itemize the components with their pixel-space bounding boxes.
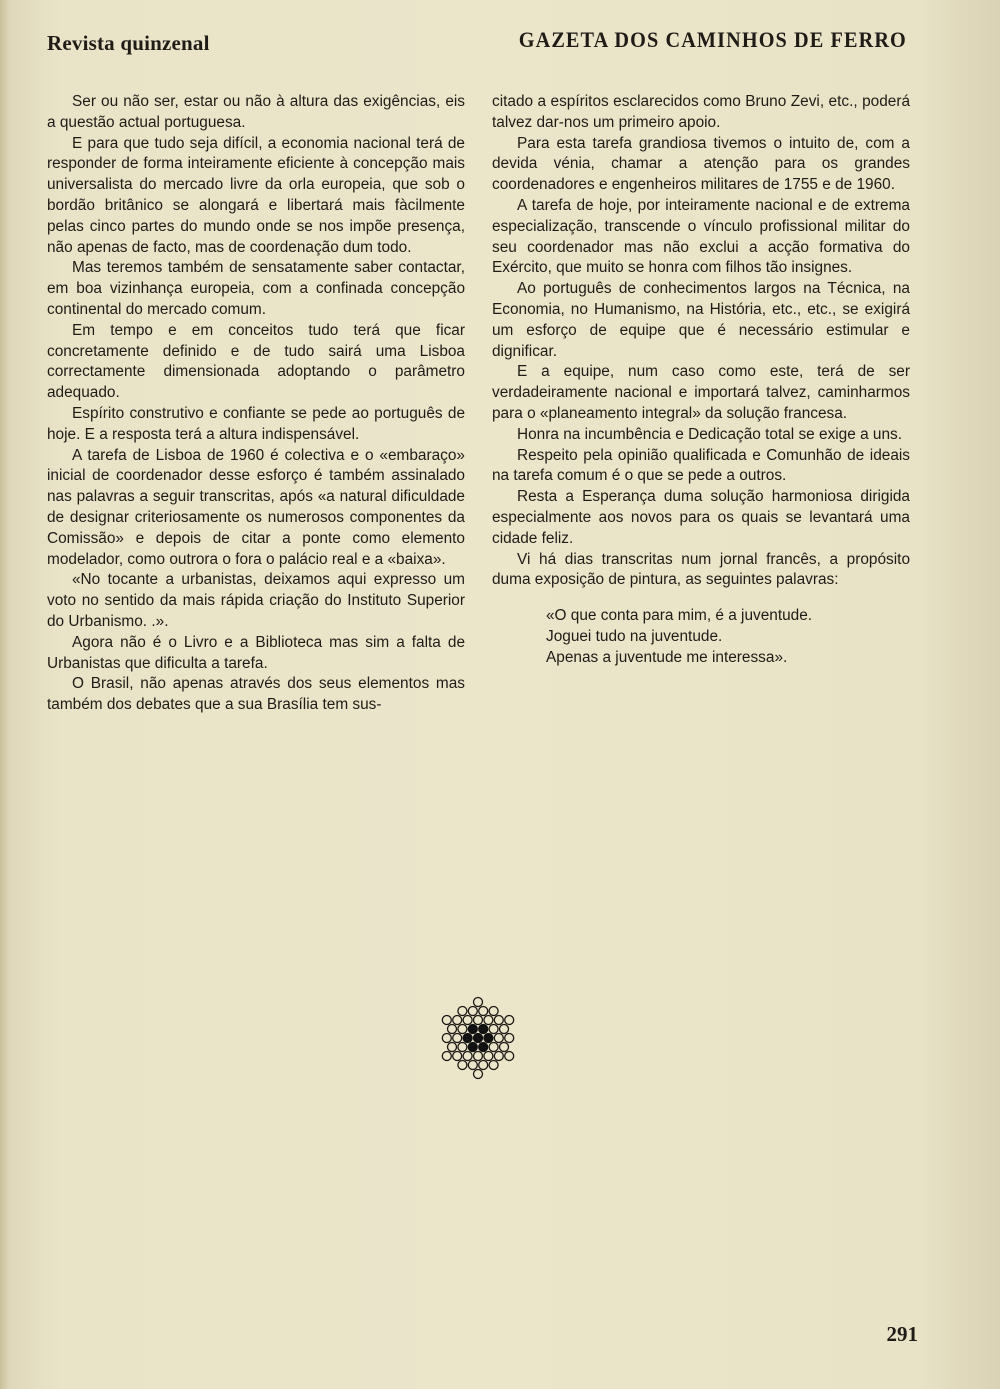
paragraph: Mas teremos também de sensatamente saber contactar, em boa vizinhança europeia, com a confinada concepção continental do mercado comum. — [47, 259, 465, 318]
paragraph: Agora não é o Livro e a Biblioteca mas sim a falta de Urbanistas que dificulta a tarefa. — [47, 633, 465, 672]
ornament-strand — [463, 1015, 472, 1024]
ornament-strand — [489, 1061, 498, 1070]
ornament-strand — [458, 1061, 467, 1070]
paragraph: Vi há dias transcritas num jornal francês, a propósito duma exposição de pintura, as seguintes palavras: — [492, 550, 910, 589]
ornament-strand — [505, 1052, 514, 1061]
paragraph: E para que tudo seja difícil, a economia nacional terá de responder de forma inteiramente eficiente à concepção mais universalista do mercado livre da orla europeia, que sob o bordão britânico se alongará e libertará mais fàcilmente pelas cinco partes do mundo onde se nos impõe presença, não apenas de facto, mas de coordenação dum todo. — [47, 134, 465, 256]
ornament-strand — [468, 1061, 477, 1070]
quote-line: Apenas a juventude me interessa». — [546, 649, 788, 667]
ornament-strand — [453, 1015, 462, 1024]
ornament-strand — [505, 1034, 514, 1043]
ornament-strand — [489, 1024, 498, 1033]
ornament-strand — [489, 1006, 498, 1015]
ornament-strand — [458, 1024, 467, 1033]
paragraph: Para esta tarefa grandiosa tivemos o intuito de, com a devida vénia, chamar a atenção para os grandes coordenadores e engenheiros militares de 1755 e de 1960. — [492, 134, 910, 194]
ornament-strand — [474, 997, 483, 1006]
ornament-strand — [494, 1015, 503, 1024]
paragraph: O Brasil, não apenas através dos seus elementos mas também dos debates que a sua Brasília tem sus- — [47, 675, 465, 714]
wire-rope-cross-section-icon — [436, 996, 520, 1080]
page-gutter-shadow — [0, 0, 10, 1389]
ornament-strand — [458, 1006, 467, 1015]
ornament-strand — [479, 1006, 488, 1015]
ornament-strand — [458, 1043, 467, 1052]
paragraph: A tarefa de hoje, por inteiramente nacional e de extrema especialização, transcende o vínculo profissional militar do seu coordenador mas não exclui a acção formativa do Exército, que muito se honra com filhos tão insignes. — [492, 196, 910, 277]
paragraph: citado a espíritos esclarecidos como Bruno Zevi, etc., poderá talvez dar-nos um primeiro apoio. — [492, 93, 910, 131]
ornament-strand — [484, 1034, 493, 1043]
ornament-strand — [448, 1024, 457, 1033]
ornament-strand — [500, 1024, 509, 1033]
quote-line: Joguei tudo na juventude. — [546, 628, 723, 646]
paragraph: Em tempo e em conceitos tudo terá que ficar concretamente definido e de tudo sairá uma Lisboa correctamente dimensionada adoptando o parâmetro adequado. — [47, 321, 465, 402]
ornament-strand — [442, 1034, 451, 1043]
paragraph: Ser ou não ser, estar ou não à altura das exigências, eis a questão actual portuguesa. — [47, 93, 465, 131]
ornament-strand — [448, 1043, 457, 1052]
paragraph: Respeito pela opinião qualificada e Comunhão de ideais na tarefa comum é o que se pede a outros. — [492, 446, 910, 485]
ornament-strand — [489, 1043, 498, 1052]
ornament-strand — [442, 1052, 451, 1061]
paragraph: E a equipe, num caso como este, terá de ser verdadeiramente nacional e importará talvez, caminharmos para o «planeamento integral» da solução francesa. — [492, 363, 910, 422]
ornament-strand — [453, 1034, 462, 1043]
paragraph: Ao português de conhecimentos largos na Técnica, na Economia, no Humanismo, na História, etc., etc., se exigirá um esforço de equipe que é necessário estimular e dignificar. — [492, 280, 910, 360]
ornament-strand — [474, 1052, 483, 1061]
header-magazine-title: GAZETA DOS CAMINHOS DE FERRO — [518, 27, 907, 52]
ornament-strand — [474, 1015, 483, 1024]
ornament-strand — [474, 1034, 483, 1043]
ornament-strand — [494, 1052, 503, 1061]
ornament-strand — [484, 1015, 493, 1024]
quote-line: «O que conta para mim, é a juventude. — [546, 607, 813, 625]
ornament-strand — [468, 1043, 477, 1052]
paragraph: Espírito construtivo e confiante se pede ao português de hoje. E a resposta terá a altura indispensável. — [47, 404, 465, 443]
article-column-left — [47, 92, 465, 716]
ornament-strand — [474, 1070, 483, 1079]
ornament-strand — [463, 1052, 472, 1061]
ornament-strand — [468, 1024, 477, 1033]
ornament-strand — [453, 1052, 462, 1061]
ornament-strand — [505, 1015, 514, 1024]
ornament-strand — [442, 1015, 451, 1024]
paragraph: Resta a Esperança duma solução harmoniosa dirigida especialmente aos novos para os quais se levantará uma cidade feliz. — [492, 488, 910, 547]
page-number: 291 — [886, 1322, 918, 1346]
ornament-strand — [479, 1024, 488, 1033]
paragraph: «No tocante a urbanistas, deixamos aqui expresso um voto no sentido da mais rápida criação do Instituto Superior do Urbanismo. .». — [47, 571, 465, 630]
ornament-strand — [484, 1052, 493, 1061]
ornament-strand — [479, 1061, 488, 1070]
quotation-block — [546, 605, 910, 668]
paragraph: A tarefa de Lisboa de 1960 é colectiva e o «embaraço» inicial de coordenador desse esforço é também assinalado nas palavras a seguir transcritas, após «a natural dificuldade de designar criteriosamente os numerosos componentes da Comissão» e depois de citar a ponte como elemento modelador, como outrora o fora o palácio real e a «baixa». — [47, 446, 465, 568]
ornament-strand — [479, 1043, 488, 1052]
article-column-right — [492, 92, 910, 668]
ornament-strand — [500, 1043, 509, 1052]
ornament-strand — [463, 1034, 472, 1043]
ornament-strand — [494, 1034, 503, 1043]
paragraph: Honra na incumbência e Dedicação total se exige a uns. — [517, 425, 902, 443]
header-publication-frequency: Revista quinzenal — [47, 31, 210, 55]
ornament-strand — [468, 1006, 477, 1015]
